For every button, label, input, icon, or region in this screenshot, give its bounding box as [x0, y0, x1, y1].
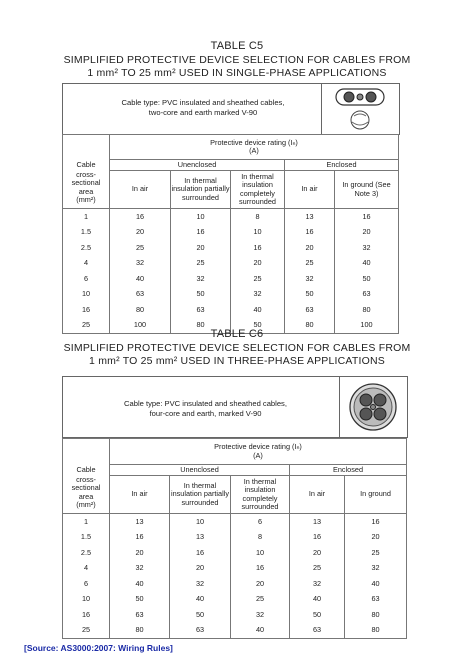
table-cell-rating: 16: [290, 530, 345, 546]
table-cell-rating: 16: [345, 514, 407, 530]
table-c5-group-enclosed: Enclosed: [285, 160, 399, 171]
table-c5-cable-type-line1: Cable type: PVC insulated and sheathed cables,: [121, 98, 285, 107]
table-cell-area: 1: [63, 209, 110, 225]
table-cell-rating: 40: [231, 302, 285, 318]
table-c6-title-line2: 1 mm² TO 25 mm² USED IN THREE-PHASE APPLICATIONS: [89, 355, 385, 367]
table-c5-col-header: In thermal insulation completely surrounded: [231, 171, 285, 209]
table-cell-area: 6: [63, 271, 110, 287]
table-c5-rating-header: Protective device rating (Iₙ) (A): [110, 135, 399, 160]
table-cell-rating: 13: [290, 514, 345, 530]
table-row: [63, 256, 399, 272]
table-cell-rating: 63: [335, 287, 399, 303]
table-cell-rating: 40: [290, 592, 345, 608]
table-cell-rating: 32: [170, 576, 231, 592]
table-cell-rating: 50: [170, 607, 231, 623]
table-cell-area: 25: [63, 318, 110, 334]
table-c6-rating-header: Protective device rating (Iₙ) (A): [110, 439, 407, 465]
table-c6-col-header: In air: [290, 476, 345, 514]
table-cell-rating: 16: [170, 545, 231, 561]
table-cell-rating: 25: [290, 561, 345, 577]
table-cell-rating: 16: [171, 225, 231, 241]
table-cell-rating: 80: [171, 318, 231, 334]
four-core-cable-icon: [345, 381, 401, 433]
table-cell-rating: 100: [335, 318, 399, 334]
table-cell-rating: 80: [110, 302, 171, 318]
table-c5-col-header: In air: [110, 171, 171, 209]
table-cell-area: 1: [63, 514, 110, 530]
table-cell-rating: 13: [170, 530, 231, 546]
table-cell-rating: 63: [285, 302, 335, 318]
table-cell-rating: 10: [170, 514, 231, 530]
table-cell-rating: 63: [290, 623, 345, 639]
table-cell-rating: 32: [345, 561, 407, 577]
table-cell-rating: 80: [335, 302, 399, 318]
table-cell-rating: 25: [285, 256, 335, 272]
table-row: [63, 209, 399, 225]
table-cell-rating: 40: [110, 576, 170, 592]
table-cell-rating: 10: [231, 545, 290, 561]
table-cell-rating: 13: [285, 209, 335, 225]
table-cell-rating: 40: [170, 592, 231, 608]
table-cell-rating: 50: [285, 287, 335, 303]
table-cell-rating: 20: [285, 240, 335, 256]
table-row: [63, 287, 399, 303]
table-cell-rating: 40: [345, 576, 407, 592]
table-row: [63, 607, 407, 623]
table-cell-rating: 32: [171, 271, 231, 287]
table-cell-rating: 25: [231, 271, 285, 287]
table-cell-rating: 50: [231, 318, 285, 334]
table-cell-rating: 80: [285, 318, 335, 334]
table-cell-rating: 13: [110, 514, 170, 530]
table-cell-rating: 16: [110, 209, 171, 225]
table-cell-rating: 32: [335, 240, 399, 256]
table-cell-rating: 50: [290, 607, 345, 623]
table-row: [63, 240, 399, 256]
table-c5-body: [63, 209, 399, 334]
table-row: [63, 271, 399, 287]
table-cell-rating: 16: [110, 530, 170, 546]
table-cell-rating: 25: [110, 240, 171, 256]
table-row: [63, 302, 399, 318]
table-c6: Protective device rating (Iₙ) (A) Cable Unenclosed Enclosed cross- sectional area (mm²) In air In thermal insulation partially surrounded In thermal insulation completely surrounded In air In ground 1 13 10 6 13 16 1.5 16 13 8 16 20 2.5 20 16 10 20 25 4 32 20 16 25 32 6 40 32 20 32 40 10 50 40 25 40 63 16 63 50 32 50 80 25 80 63 40 63 80: [62, 438, 407, 639]
table-cell-rating: 20: [110, 225, 171, 241]
table-cell-rating: 50: [335, 271, 399, 287]
table-cell-rating: 8: [231, 209, 285, 225]
table-cell-rating: 20: [335, 225, 399, 241]
table-c6-body: [63, 514, 407, 639]
table-cell-rating: 10: [231, 225, 285, 241]
table-cell-rating: 16: [285, 225, 335, 241]
table-row: [63, 576, 407, 592]
table-row: [63, 623, 407, 639]
table-cell-rating: 80: [345, 607, 407, 623]
table-row: [63, 545, 407, 561]
table-cell-rating: 32: [231, 287, 285, 303]
table-row: [63, 514, 407, 530]
table-c5-col-header: In thermal insulation partially surrounded: [171, 171, 231, 209]
table-cell-rating: 10: [171, 209, 231, 225]
table-cell-rating: 25: [231, 592, 290, 608]
table-cell-rating: 32: [285, 271, 335, 287]
table-cell-rating: 63: [170, 623, 231, 639]
table-c5-group-unenclosed: Unenclosed: [110, 160, 285, 171]
table-cell-rating: 32: [231, 607, 290, 623]
table-cell-rating: 20: [110, 545, 170, 561]
table-cell-rating: 100: [110, 318, 171, 334]
table-cell-rating: 32: [110, 561, 170, 577]
table-c6-cable-type-line1: Cable type: PVC insulated and sheathed cables,: [124, 399, 287, 408]
table-cell-area: 1.5: [63, 530, 110, 546]
table-row: [63, 225, 399, 241]
table-cell-rating: 32: [290, 576, 345, 592]
table-cell-rating: 25: [171, 256, 231, 272]
table-cell-rating: 63: [110, 607, 170, 623]
table-c5-col-header: In air: [285, 171, 335, 209]
table-cell-rating: 40: [110, 271, 171, 287]
table-cell-rating: 20: [290, 545, 345, 561]
table-cell-rating: 20: [231, 256, 285, 272]
table-cell-rating: 32: [110, 256, 171, 272]
table-cell-rating: 16: [335, 209, 399, 225]
table-cell-rating: 63: [110, 287, 171, 303]
table-cell-rating: 6: [231, 514, 290, 530]
table-c6-cable-box: [62, 376, 408, 438]
table-c6-cable-type-line2: four-core and earth, marked V-90: [149, 409, 262, 418]
table-cell-rating: 50: [171, 287, 231, 303]
table-c5-label: TABLE C5: [210, 40, 264, 52]
table-cell-area: 16: [63, 607, 110, 623]
table-cell-rating: 80: [110, 623, 170, 639]
table-cell-rating: 40: [335, 256, 399, 272]
table-cell-area: 2.5: [63, 240, 110, 256]
table-c6-col-header: In ground: [345, 476, 407, 514]
table-cell-rating: 20: [171, 240, 231, 256]
table-c5: Protective device rating (Iₙ) (A) Cable Unenclosed Enclosed cross- sectional area (mm²) In air In thermal insulation partially surrounded In thermal insulation completely surrounded In air In ground (See Note 3) 1 16 10 8 13 16 1.5 20 16 10 16 20 2.5 25 20 16 20 32 4 32 25 20 25 40 6 40 32 25 32 50 10 63 50 32 50 63 16 80 63 40 63 80 25 100 80 50 80 100: [62, 134, 399, 334]
table-cell-area: 16: [63, 302, 110, 318]
table-cell-area: 4: [63, 561, 110, 577]
table-cell-area: 6: [63, 576, 110, 592]
table-cell-area: 4: [63, 256, 110, 272]
table-c6-col-header: In air: [110, 476, 170, 514]
table-c5-title-line1: SIMPLIFIED PROTECTIVE DEVICE SELECTION FOR CABLES FROM: [63, 54, 411, 66]
table-cell-rating: 80: [345, 623, 407, 639]
table-cell-rating: 20: [170, 561, 231, 577]
table-cell-area: 2.5: [63, 545, 110, 561]
table-c6-label: TABLE C6: [210, 328, 264, 340]
table-c5-title-line2: 1 mm² TO 25 mm² USED IN SINGLE-PHASE APPLICATIONS: [87, 67, 387, 79]
table-c6-col-header: In thermal insulation partially surrounded: [170, 476, 231, 514]
table-c6-group-enclosed: Enclosed: [290, 465, 407, 476]
table-c6-col-header: In thermal insulation completely surrounded: [231, 476, 290, 514]
table-cell-rating: 63: [171, 302, 231, 318]
table-cell-area: 1.5: [63, 225, 110, 241]
table-cell-area: 25: [63, 623, 110, 639]
table-cell-rating: 16: [231, 240, 285, 256]
table-cell-rating: 40: [231, 623, 290, 639]
table-cell-rating: 50: [110, 592, 170, 608]
table-c5-cable-box: [62, 83, 400, 135]
table-cell-area: 10: [63, 592, 110, 608]
table-c6-title-line1: SIMPLIFIED PROTECTIVE DEVICE SELECTION FOR CABLES FROM: [63, 342, 411, 354]
table-c6-group-unenclosed: Unenclosed: [110, 465, 290, 476]
twin-earth-cable-icon: [328, 86, 394, 132]
table-cell-rating: 20: [231, 576, 290, 592]
table-cell-rating: 63: [345, 592, 407, 608]
table-c5-cable-type-line2: two-core and earth marked V-90: [148, 108, 258, 117]
table-c6-area-header: cross- sectional area (mm²): [63, 476, 110, 514]
table-cell-rating: 16: [231, 561, 290, 577]
table-cell-rating: 8: [231, 530, 290, 546]
source-citation: [Source: AS3000:2007: Wiring Rules]: [24, 643, 173, 653]
table-row: [63, 561, 407, 577]
table-c5-col-header: In ground (See Note 3): [335, 171, 399, 209]
table-cell-rating: 25: [345, 545, 407, 561]
table-cell-area: 10: [63, 287, 110, 303]
table-c5-area-header: Cable: [63, 160, 110, 171]
table-row: [63, 530, 407, 546]
table-row: [63, 592, 407, 608]
table-cell-rating: 20: [345, 530, 407, 546]
